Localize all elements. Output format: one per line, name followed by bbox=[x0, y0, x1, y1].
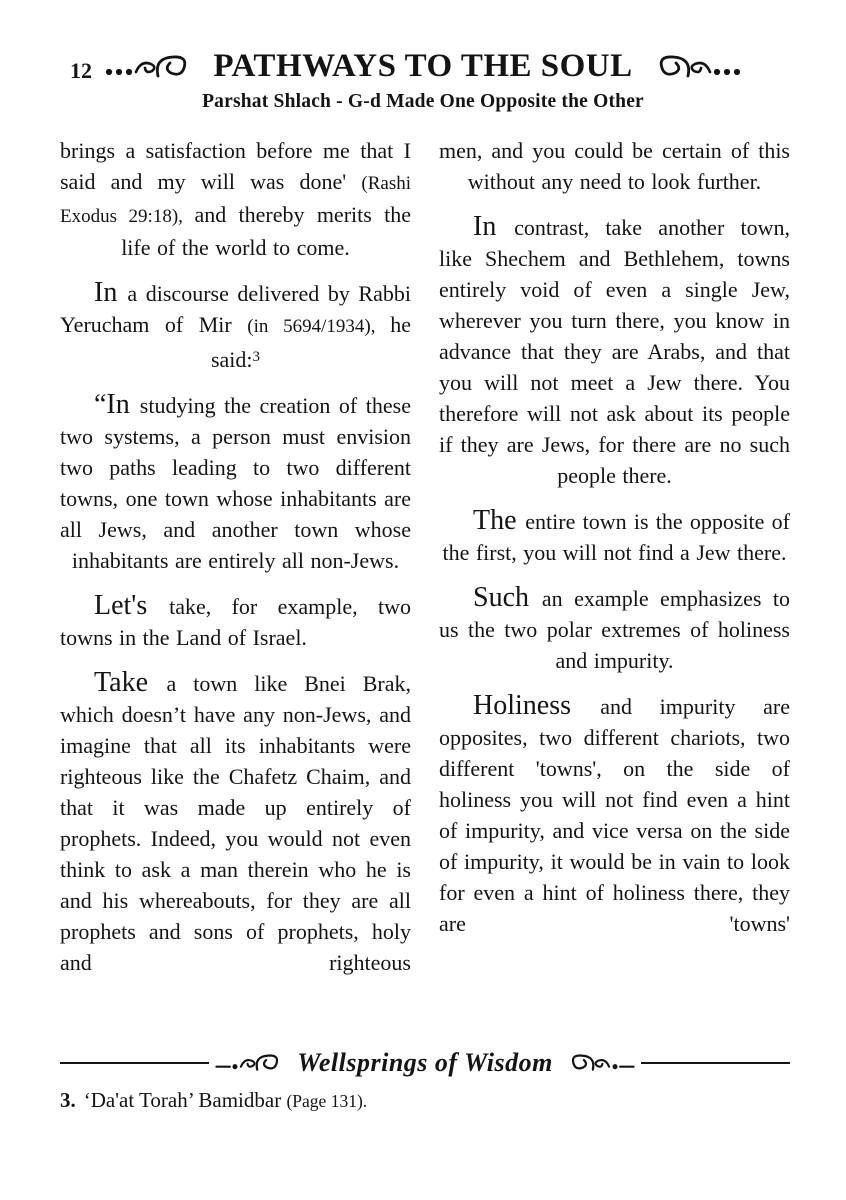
right-column bbox=[439, 135, 790, 992]
paragraph bbox=[439, 690, 790, 939]
text-segment-lead: The bbox=[473, 505, 526, 536]
text-segment-normal: brings a satisfaction before me that I said and my will was done' bbox=[60, 138, 411, 194]
paragraph bbox=[60, 277, 411, 375]
text-columns bbox=[60, 135, 790, 992]
title-row bbox=[0, 48, 846, 85]
text-segment-lead: Holiness bbox=[473, 690, 601, 721]
footnote-text: ‘Da'at Torah’ Bamidbar bbox=[83, 1088, 287, 1112]
text-segment-normal: a town like Bnei Brak, which doesn’t have any non-Jews, and imagine that all its inhabitants were righteous like the Chafetz Chaim, and that it was made up entirely of prophets. Indeed, you would not even think to ask a man therein who he is and his whereabouts, for they are all prophets and sons of prophets, holy and righteous bbox=[60, 671, 411, 975]
paragraph bbox=[60, 590, 411, 653]
footer-banner-text: Wellsprings of Wisdom bbox=[297, 1048, 553, 1077]
text-segment-normal: entire town is the opposite of the first, you will not find a Jew there. bbox=[442, 509, 790, 565]
text-segment-lead: Let's bbox=[94, 590, 170, 621]
page-number: 12 bbox=[70, 58, 92, 83]
left-column bbox=[60, 135, 411, 992]
footnote bbox=[60, 1088, 790, 1113]
paragraph bbox=[60, 389, 411, 576]
text-segment-normal: and thereby merits the life of the world to come. bbox=[121, 202, 411, 260]
text-segment-lead: Take bbox=[94, 667, 167, 698]
paragraph bbox=[60, 667, 411, 978]
footnote-page-ref: (Page 131). bbox=[286, 1091, 368, 1111]
text-segment-sup: 3 bbox=[252, 349, 261, 365]
banner-flourish-right-icon bbox=[561, 1050, 635, 1076]
paragraph bbox=[439, 211, 790, 491]
text-segment-normal: studying the creation of these two systems, a person must envision two paths leading to two different towns, one town whose inhabitants are all Jews, and another town whose inhabitants are entirely all non-Jews. bbox=[60, 393, 411, 573]
text-segment-normal: a discourse delivered by Rabbi Yerucham of Mir bbox=[60, 281, 411, 337]
text-segment-lead: In bbox=[94, 277, 128, 308]
scroll-flourish-left-icon bbox=[103, 51, 203, 83]
text-segment-small: (in 5694/1934), bbox=[247, 316, 391, 337]
text-segment-normal: men, and you could be certain of this without any need to look further. bbox=[439, 138, 790, 194]
text-segment-lead: Such bbox=[473, 582, 542, 613]
page-header bbox=[0, 0, 846, 113]
text-segment-normal: he said: bbox=[210, 312, 411, 372]
paragraph bbox=[439, 505, 790, 568]
paragraph bbox=[60, 135, 411, 263]
footnote-marker: 3. bbox=[60, 1088, 76, 1112]
chapter-subtitle: Parshat Shlach - G-d Made One Opposite the Other bbox=[202, 91, 644, 112]
footer-rule-right bbox=[641, 1062, 790, 1064]
text-segment-normal: contrast, take another town, like Shechem and Bethlehem, towns entirely void of even a single Jew, wherever you turn there, you know in advance that they are Arabs, and that you will not meet a Jew there. You therefore will not ask about its people if they are Jews, for there are no such people there. bbox=[439, 215, 790, 488]
page-footer bbox=[60, 1048, 790, 1113]
text-segment-small: (Rashi Exodus 29:18), bbox=[60, 173, 411, 227]
banner-flourish-left-icon bbox=[215, 1050, 289, 1076]
scroll-flourish-right-icon bbox=[643, 51, 743, 83]
text-segment-lead: “In bbox=[94, 389, 140, 420]
footer-rule-left bbox=[60, 1062, 209, 1064]
book-title: PATHWAYS TO THE SOUL bbox=[213, 48, 633, 84]
paragraph bbox=[439, 135, 790, 197]
text-segment-normal: and impurity are opposites, two different chariots, two different 'towns', on the side of holiness you will not find even a hint of impurity, and vice versa on the side of impurity, it would be in vain to look for even a hint of holiness there, they are 'towns' bbox=[439, 694, 790, 936]
text-segment-normal: an example emphasizes to us the two polar extremes of holiness and impurity. bbox=[439, 586, 790, 673]
text-segment-normal: take, for example, two towns in the Land of Israel. bbox=[60, 594, 411, 650]
paragraph bbox=[439, 582, 790, 676]
footer-banner bbox=[60, 1048, 790, 1078]
text-segment-lead: In bbox=[473, 211, 515, 242]
